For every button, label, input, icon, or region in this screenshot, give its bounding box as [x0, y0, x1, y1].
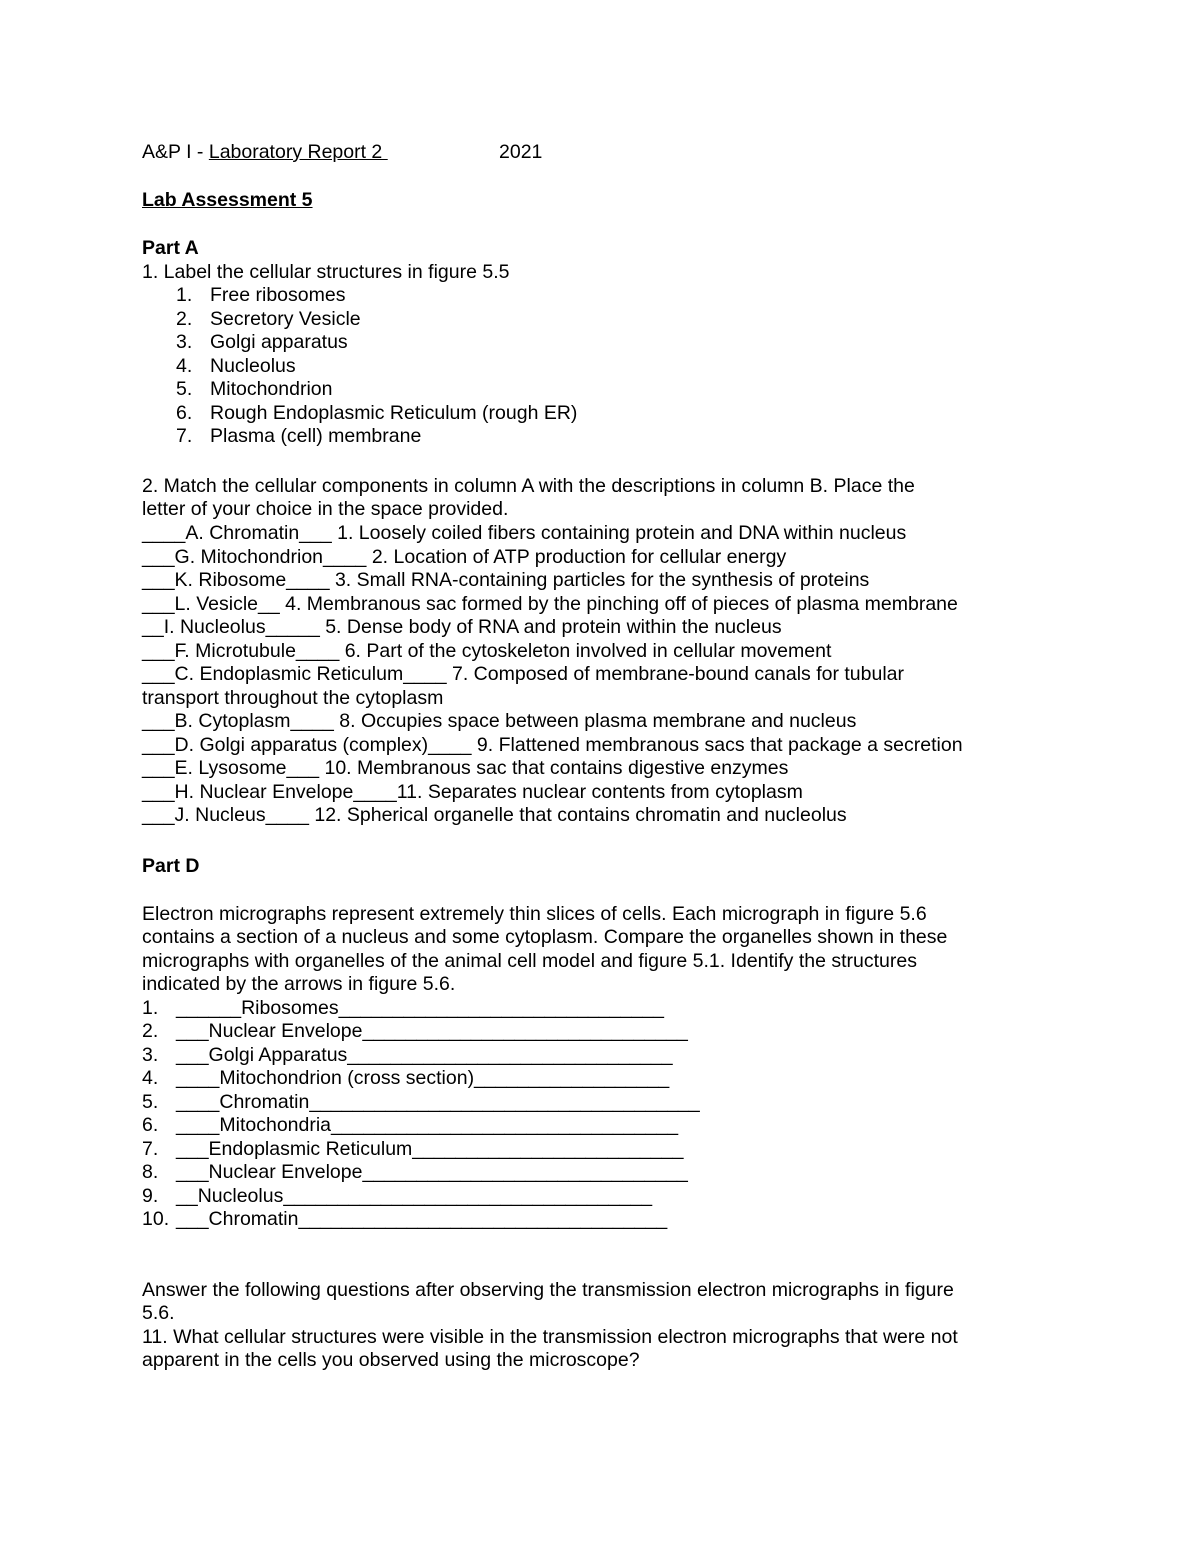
followup-line: 5.6. [142, 1302, 175, 1324]
list-item: 3. Golgi apparatus [176, 331, 348, 353]
intro-line: Electron micrographs represent extremely thin slices of cells. Each micrograph in figure 5.6 [142, 903, 927, 925]
match-row: __I. Nucleolus_____ 5. Dense body of RNA and protein within the nucleus [142, 616, 782, 638]
answer-row: 4. ____Mitochondrion (cross section)__________________ [142, 1067, 670, 1089]
intro-line: micrographs with organelles of the animal cell model and figure 5.1. Identify the structures [142, 950, 917, 972]
answer-row: 10. ___Chromatin__________________________________ [142, 1208, 668, 1230]
answer-row: 6. ____Mitochondria________________________________ [142, 1114, 679, 1136]
answer-row: 3. ___Golgi Apparatus______________________________ [142, 1044, 673, 1066]
answer-row: 2. ___Nuclear Envelope______________________________ [142, 1020, 688, 1042]
part-d-heading: Part D [142, 855, 200, 877]
list-item: 4. Nucleolus [176, 355, 296, 377]
report-title: Laboratory Report 2 [208, 141, 388, 163]
match-row: ___B. Cytoplasm____ 8. Occupies space between plasma membrane and nucleus [142, 710, 857, 732]
match-row: ___E. Lysosome___ 10. Membranous sac that contains digestive enzymes [142, 757, 789, 779]
intro-line: indicated by the arrows in figure 5.6. [142, 973, 456, 995]
match-row: ___D. Golgi apparatus (complex)____ 9. Flattened membranous sacs that package a secretion [142, 734, 963, 756]
list-item: 2. Secretory Vesicle [176, 308, 361, 330]
assessment-title: Lab Assessment 5 [142, 189, 313, 211]
list-item: 7. Plasma (cell) membrane [176, 425, 422, 447]
question-2-line-1: 2. Match the cellular components in column A with the descriptions in column B. Place the [142, 475, 915, 497]
list-item: 1. Free ribosomes [176, 284, 346, 306]
match-row: ___G. Mitochondrion____ 2. Location of ATP production for cellular energy [142, 546, 787, 568]
report-year: 2021 [499, 141, 543, 163]
list-item: 5. Mitochondrion [176, 378, 333, 400]
answer-row: 7. ___Endoplasmic Reticulum_________________________ [142, 1138, 684, 1160]
question-11-line: 11. What cellular structures were visible in the transmission electron micrographs that were not [142, 1326, 958, 1348]
match-row: ___J. Nucleus____ 12. Spherical organelle that contains chromatin and nucleolus [142, 804, 847, 826]
match-row: ___H. Nuclear Envelope____11. Separates nuclear contents from cytoplasm [142, 781, 803, 803]
answer-row: 9. __Nucleolus__________________________________ [142, 1185, 653, 1207]
intro-line: contains a section of a nucleus and some cytoplasm. Compare the organelles shown in these [142, 926, 948, 948]
match-row: ___L. Vesicle__ 4. Membranous sac formed by the pinching off of pieces of plasma membrane [142, 593, 958, 615]
question-2-line-2: letter of your choice in the space provided. [142, 498, 509, 520]
match-row: ____A. Chromatin___ 1. Loosely coiled fibers containing protein and DNA within nucleus [142, 522, 907, 544]
list-item: 6. Rough Endoplasmic Reticulum (rough ER) [176, 402, 578, 424]
followup-line: Answer the following questions after observing the transmission electron micrographs in figure [142, 1279, 954, 1301]
course-name: A&P I - [142, 141, 209, 163]
answer-row: 5. ____Chromatin____________________________________ [142, 1091, 700, 1113]
report-header [142, 141, 388, 164]
match-row: ___F. Microtubule____ 6. Part of the cytoskeleton involved in cellular movement [142, 640, 832, 662]
part-a-heading: Part A [142, 237, 199, 259]
match-row: ___C. Endoplasmic Reticulum____ 7. Composed of membrane-bound canals for tubular [142, 663, 905, 685]
answer-row: 1. ______Ribosomes______________________________ [142, 997, 664, 1019]
question-11-line: apparent in the cells you observed using the microscope? [142, 1349, 640, 1371]
match-row: ___K. Ribosome____ 3. Small RNA-containing particles for the synthesis of proteins [142, 569, 870, 591]
question-1: 1. Label the cellular structures in figure 5.5 [142, 261, 510, 283]
answer-row: 8. ___Nuclear Envelope______________________________ [142, 1161, 688, 1183]
match-row: transport throughout the cytoplasm [142, 687, 444, 709]
